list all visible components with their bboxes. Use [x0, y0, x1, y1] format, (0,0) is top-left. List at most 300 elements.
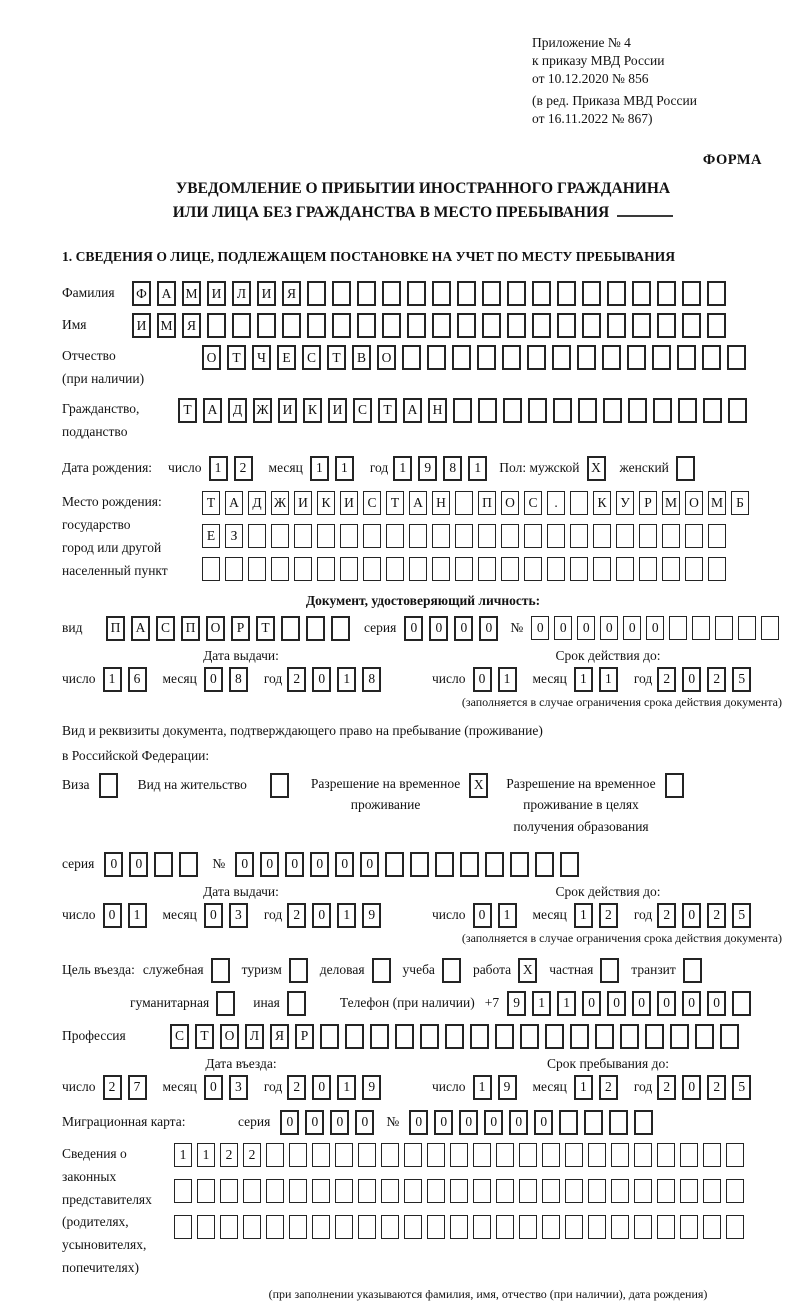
char-cell[interactable]	[243, 1215, 261, 1239]
char-cell[interactable]	[620, 1024, 639, 1049]
char-cell[interactable]	[482, 313, 501, 338]
char-cell[interactable]	[634, 1215, 652, 1239]
char-cell[interactable]: 1	[209, 456, 228, 481]
char-cell[interactable]	[435, 852, 454, 877]
char-cell[interactable]: С	[156, 616, 175, 641]
char-cell[interactable]	[726, 1215, 744, 1239]
char-cell[interactable]	[496, 1143, 514, 1167]
char-cell[interactable]	[639, 524, 657, 548]
char-cell[interactable]: 1	[468, 456, 487, 481]
char-cell[interactable]	[332, 281, 351, 306]
char-cell[interactable]: П	[106, 616, 125, 641]
char-cell[interactable]: 6	[128, 667, 147, 692]
char-cell[interactable]: 0	[104, 852, 123, 877]
char-cell[interactable]: А	[225, 491, 243, 515]
char-cell[interactable]: Л	[245, 1024, 264, 1049]
char-cell[interactable]: 2	[287, 1075, 306, 1100]
char-cell[interactable]: 1	[174, 1143, 192, 1167]
char-cell[interactable]	[634, 1179, 652, 1203]
char-cell[interactable]: 1	[310, 456, 329, 481]
char-cell[interactable]: 0	[129, 852, 148, 877]
char-cell[interactable]	[357, 281, 376, 306]
char-cell[interactable]	[519, 1215, 537, 1239]
char-cell[interactable]	[728, 398, 747, 423]
char-cell[interactable]: М	[662, 491, 680, 515]
char-cell[interactable]: И	[328, 398, 347, 423]
char-cell[interactable]: 1	[574, 667, 593, 692]
char-cell[interactable]	[432, 281, 451, 306]
char-cell[interactable]: 1	[335, 456, 354, 481]
char-cell[interactable]	[312, 1143, 330, 1167]
char-cell[interactable]	[402, 345, 421, 370]
char-cell[interactable]	[632, 281, 651, 306]
char-cell[interactable]	[450, 1179, 468, 1203]
char-cell[interactable]	[532, 281, 551, 306]
char-cell[interactable]: 0	[623, 616, 641, 640]
char-cell[interactable]	[720, 1024, 739, 1049]
char-cell[interactable]	[727, 345, 746, 370]
char-cell[interactable]: 8	[229, 667, 248, 692]
char-cell[interactable]	[708, 524, 726, 548]
char-cell[interactable]	[502, 345, 521, 370]
char-cell[interactable]	[243, 1179, 261, 1203]
char-cell[interactable]	[289, 1215, 307, 1239]
char-cell[interactable]	[662, 524, 680, 548]
char-cell[interactable]	[427, 1215, 445, 1239]
char-cell[interactable]	[593, 524, 611, 548]
char-cell[interactable]	[478, 398, 497, 423]
char-cell[interactable]	[404, 1143, 422, 1167]
char-cell[interactable]: П	[181, 616, 200, 641]
char-cell[interactable]	[682, 281, 701, 306]
char-cell[interactable]	[385, 852, 404, 877]
char-cell[interactable]	[703, 398, 722, 423]
char-cell[interactable]: 2	[243, 1143, 261, 1167]
char-cell[interactable]	[578, 398, 597, 423]
char-cell[interactable]: 1	[337, 667, 356, 692]
char-cell[interactable]	[542, 1179, 560, 1203]
char-cell[interactable]: X	[469, 773, 488, 798]
char-cell[interactable]	[595, 1024, 614, 1049]
char-cell[interactable]	[519, 1179, 537, 1203]
char-cell[interactable]	[382, 281, 401, 306]
char-cell[interactable]	[216, 991, 235, 1016]
char-cell[interactable]	[657, 1143, 675, 1167]
char-cell[interactable]	[662, 557, 680, 581]
char-cell[interactable]	[179, 852, 198, 877]
char-cell[interactable]	[726, 1143, 744, 1167]
char-cell[interactable]	[427, 1179, 445, 1203]
char-cell[interactable]	[197, 1179, 215, 1203]
char-cell[interactable]	[287, 991, 306, 1016]
char-cell[interactable]: 9	[362, 1075, 381, 1100]
char-cell[interactable]	[738, 616, 756, 640]
char-cell[interactable]	[702, 345, 721, 370]
char-cell[interactable]	[452, 345, 471, 370]
char-cell[interactable]	[588, 1179, 606, 1203]
char-cell[interactable]	[588, 1215, 606, 1239]
char-cell[interactable]	[560, 852, 579, 877]
char-cell[interactable]: Ж	[271, 491, 289, 515]
char-cell[interactable]: Я	[270, 1024, 289, 1049]
char-cell[interactable]: 0	[312, 1075, 331, 1100]
char-cell[interactable]: 2	[657, 1075, 676, 1100]
char-cell[interactable]: 5	[732, 1075, 751, 1100]
char-cell[interactable]	[519, 1143, 537, 1167]
char-cell[interactable]	[207, 313, 226, 338]
char-cell[interactable]: 5	[732, 903, 751, 928]
char-cell[interactable]	[535, 852, 554, 877]
char-cell[interactable]	[432, 524, 450, 548]
char-cell[interactable]	[645, 1024, 664, 1049]
char-cell[interactable]	[174, 1179, 192, 1203]
char-cell[interactable]	[703, 1215, 721, 1239]
char-cell[interactable]: 0	[682, 991, 701, 1016]
char-cell[interactable]: 0	[434, 1110, 453, 1135]
char-cell[interactable]	[708, 557, 726, 581]
char-cell[interactable]	[432, 557, 450, 581]
char-cell[interactable]: 2	[707, 903, 726, 928]
char-cell[interactable]	[382, 313, 401, 338]
char-cell[interactable]: В	[352, 345, 371, 370]
char-cell[interactable]	[607, 313, 626, 338]
char-cell[interactable]	[732, 991, 751, 1016]
char-cell[interactable]: 2	[599, 903, 618, 928]
char-cell[interactable]: 0	[310, 852, 329, 877]
char-cell[interactable]: 2	[287, 903, 306, 928]
char-cell[interactable]	[542, 1143, 560, 1167]
char-cell[interactable]	[154, 852, 173, 877]
char-cell[interactable]	[457, 313, 476, 338]
char-cell[interactable]	[680, 1179, 698, 1203]
char-cell[interactable]	[271, 524, 289, 548]
char-cell[interactable]: И	[294, 491, 312, 515]
char-cell[interactable]	[582, 313, 601, 338]
char-cell[interactable]	[682, 313, 701, 338]
char-cell[interactable]	[266, 1215, 284, 1239]
char-cell[interactable]	[570, 491, 588, 515]
char-cell[interactable]: Р	[639, 491, 657, 515]
char-cell[interactable]: 5	[732, 667, 751, 692]
char-cell[interactable]: 0	[330, 1110, 349, 1135]
char-cell[interactable]: 9	[498, 1075, 517, 1100]
char-cell[interactable]: 0	[409, 1110, 428, 1135]
char-cell[interactable]	[503, 398, 522, 423]
char-cell[interactable]	[307, 313, 326, 338]
char-cell[interactable]	[335, 1179, 353, 1203]
char-cell[interactable]	[565, 1179, 583, 1203]
char-cell[interactable]: 1	[557, 991, 576, 1016]
char-cell[interactable]: 0	[632, 991, 651, 1016]
char-cell[interactable]	[289, 1143, 307, 1167]
char-cell[interactable]: 0	[646, 616, 664, 640]
char-cell[interactable]: С	[170, 1024, 189, 1049]
char-cell[interactable]	[386, 524, 404, 548]
char-cell[interactable]	[331, 616, 350, 641]
char-cell[interactable]	[603, 398, 622, 423]
char-cell[interactable]: 1	[337, 903, 356, 928]
char-cell[interactable]	[501, 557, 519, 581]
char-cell[interactable]	[507, 281, 526, 306]
char-cell[interactable]	[588, 1143, 606, 1167]
char-cell[interactable]	[220, 1215, 238, 1239]
char-cell[interactable]: 0	[335, 852, 354, 877]
char-cell[interactable]	[473, 1143, 491, 1167]
char-cell[interactable]	[510, 852, 529, 877]
char-cell[interactable]: О	[685, 491, 703, 515]
char-cell[interactable]	[306, 616, 325, 641]
char-cell[interactable]	[715, 616, 733, 640]
char-cell[interactable]: С	[524, 491, 542, 515]
char-cell[interactable]	[455, 557, 473, 581]
char-cell[interactable]: 9	[418, 456, 437, 481]
char-cell[interactable]	[381, 1143, 399, 1167]
char-cell[interactable]	[547, 524, 565, 548]
char-cell[interactable]: 0	[235, 852, 254, 877]
char-cell[interactable]	[616, 524, 634, 548]
char-cell[interactable]	[677, 345, 696, 370]
char-cell[interactable]	[450, 1143, 468, 1167]
char-cell[interactable]: Т	[378, 398, 397, 423]
char-cell[interactable]: Н	[432, 491, 450, 515]
char-cell[interactable]: О	[220, 1024, 239, 1049]
char-cell[interactable]: 0	[473, 903, 492, 928]
char-cell[interactable]	[432, 313, 451, 338]
char-cell[interactable]	[453, 398, 472, 423]
char-cell[interactable]: А	[131, 616, 150, 641]
char-cell[interactable]	[363, 557, 381, 581]
char-cell[interactable]	[427, 1143, 445, 1167]
char-cell[interactable]: 0	[509, 1110, 528, 1135]
char-cell[interactable]	[450, 1215, 468, 1239]
char-cell[interactable]	[602, 345, 621, 370]
char-cell[interactable]	[669, 616, 687, 640]
char-cell[interactable]	[294, 557, 312, 581]
char-cell[interactable]	[266, 1179, 284, 1203]
char-cell[interactable]	[289, 958, 308, 983]
char-cell[interactable]	[703, 1143, 721, 1167]
char-cell[interactable]	[345, 1024, 364, 1049]
char-cell[interactable]	[557, 313, 576, 338]
char-cell[interactable]	[271, 557, 289, 581]
char-cell[interactable]	[381, 1179, 399, 1203]
char-cell[interactable]: З	[225, 524, 243, 548]
char-cell[interactable]	[473, 1215, 491, 1239]
char-cell[interactable]	[410, 852, 429, 877]
char-cell[interactable]: 7	[128, 1075, 147, 1100]
char-cell[interactable]: М	[182, 281, 201, 306]
char-cell[interactable]	[340, 524, 358, 548]
char-cell[interactable]: 0	[312, 903, 331, 928]
char-cell[interactable]: 0	[682, 667, 701, 692]
char-cell[interactable]	[445, 1024, 464, 1049]
char-cell[interactable]: О	[202, 345, 221, 370]
char-cell[interactable]: 0	[260, 852, 279, 877]
char-cell[interactable]	[527, 345, 546, 370]
char-cell[interactable]	[627, 345, 646, 370]
char-cell[interactable]: X	[587, 456, 606, 481]
char-cell[interactable]: 0	[707, 991, 726, 1016]
char-cell[interactable]	[358, 1179, 376, 1203]
char-cell[interactable]: Ж	[253, 398, 272, 423]
char-cell[interactable]	[266, 1143, 284, 1167]
char-cell[interactable]: Ч	[252, 345, 271, 370]
char-cell[interactable]: 2	[657, 903, 676, 928]
char-cell[interactable]: К	[593, 491, 611, 515]
char-cell[interactable]: 1	[599, 667, 618, 692]
char-cell[interactable]: 1	[532, 991, 551, 1016]
char-cell[interactable]: 0	[204, 903, 223, 928]
char-cell[interactable]	[678, 398, 697, 423]
char-cell[interactable]	[577, 345, 596, 370]
char-cell[interactable]	[507, 313, 526, 338]
char-cell[interactable]	[607, 281, 626, 306]
char-cell[interactable]: 0	[312, 667, 331, 692]
char-cell[interactable]: 2	[707, 1075, 726, 1100]
char-cell[interactable]	[528, 398, 547, 423]
char-cell[interactable]: 0	[657, 991, 676, 1016]
char-cell[interactable]	[680, 1215, 698, 1239]
char-cell[interactable]: И	[207, 281, 226, 306]
char-cell[interactable]	[457, 281, 476, 306]
char-cell[interactable]	[363, 524, 381, 548]
char-cell[interactable]	[570, 524, 588, 548]
char-cell[interactable]: 3	[229, 903, 248, 928]
char-cell[interactable]	[600, 958, 619, 983]
char-cell[interactable]: 3	[229, 1075, 248, 1100]
char-cell[interactable]	[611, 1215, 629, 1239]
char-cell[interactable]: 1	[498, 667, 517, 692]
char-cell[interactable]	[559, 1110, 578, 1135]
char-cell[interactable]	[294, 524, 312, 548]
char-cell[interactable]	[657, 281, 676, 306]
char-cell[interactable]: 2	[220, 1143, 238, 1167]
char-cell[interactable]	[455, 491, 473, 515]
char-cell[interactable]: И	[278, 398, 297, 423]
char-cell[interactable]	[553, 398, 572, 423]
char-cell[interactable]: Я	[182, 313, 201, 338]
char-cell[interactable]: 0	[459, 1110, 478, 1135]
char-cell[interactable]: Д	[228, 398, 247, 423]
char-cell[interactable]	[570, 1024, 589, 1049]
char-cell[interactable]: М	[708, 491, 726, 515]
char-cell[interactable]: 0	[473, 667, 492, 692]
char-cell[interactable]: Л	[232, 281, 251, 306]
char-cell[interactable]: А	[157, 281, 176, 306]
char-cell[interactable]: А	[409, 491, 427, 515]
char-cell[interactable]: Р	[295, 1024, 314, 1049]
char-cell[interactable]	[632, 313, 651, 338]
char-cell[interactable]	[420, 1024, 439, 1049]
char-cell[interactable]: 9	[362, 903, 381, 928]
char-cell[interactable]	[683, 958, 702, 983]
char-cell[interactable]	[202, 557, 220, 581]
char-cell[interactable]	[582, 281, 601, 306]
char-cell[interactable]: Р	[231, 616, 250, 641]
char-cell[interactable]	[584, 1110, 603, 1135]
char-cell[interactable]	[545, 1024, 564, 1049]
char-cell[interactable]	[307, 281, 326, 306]
char-cell[interactable]: 0	[577, 616, 595, 640]
char-cell[interactable]	[532, 313, 551, 338]
char-cell[interactable]: 0	[404, 616, 423, 641]
char-cell[interactable]	[565, 1215, 583, 1239]
char-cell[interactable]	[460, 852, 479, 877]
char-cell[interactable]	[442, 958, 461, 983]
char-cell[interactable]	[248, 557, 266, 581]
char-cell[interactable]	[395, 1024, 414, 1049]
char-cell[interactable]	[547, 557, 565, 581]
char-cell[interactable]: Т	[327, 345, 346, 370]
char-cell[interactable]: И	[340, 491, 358, 515]
char-cell[interactable]	[407, 281, 426, 306]
char-cell[interactable]	[312, 1215, 330, 1239]
char-cell[interactable]	[409, 524, 427, 548]
char-cell[interactable]	[657, 1179, 675, 1203]
char-cell[interactable]	[478, 557, 496, 581]
char-cell[interactable]: А	[403, 398, 422, 423]
char-cell[interactable]: 0	[600, 616, 618, 640]
char-cell[interactable]	[225, 557, 243, 581]
char-cell[interactable]	[370, 1024, 389, 1049]
char-cell[interactable]	[496, 1179, 514, 1203]
char-cell[interactable]: 1	[128, 903, 147, 928]
char-cell[interactable]	[557, 281, 576, 306]
char-cell[interactable]	[320, 1024, 339, 1049]
char-cell[interactable]	[427, 345, 446, 370]
char-cell[interactable]	[332, 313, 351, 338]
char-cell[interactable]	[357, 313, 376, 338]
char-cell[interactable]: Е	[202, 524, 220, 548]
char-cell[interactable]	[524, 524, 542, 548]
char-cell[interactable]	[407, 313, 426, 338]
char-cell[interactable]	[232, 313, 251, 338]
char-cell[interactable]	[335, 1143, 353, 1167]
char-cell[interactable]	[174, 1215, 192, 1239]
char-cell[interactable]	[570, 557, 588, 581]
char-cell[interactable]: О	[377, 345, 396, 370]
char-cell[interactable]: 0	[582, 991, 601, 1016]
char-cell[interactable]: 0	[285, 852, 304, 877]
char-cell[interactable]: С	[353, 398, 372, 423]
char-cell[interactable]	[248, 524, 266, 548]
char-cell[interactable]: 2	[707, 667, 726, 692]
char-cell[interactable]	[381, 1215, 399, 1239]
char-cell[interactable]	[726, 1179, 744, 1203]
char-cell[interactable]: 1	[337, 1075, 356, 1100]
char-cell[interactable]: Н	[428, 398, 447, 423]
char-cell[interactable]: 2	[599, 1075, 618, 1100]
char-cell[interactable]	[652, 345, 671, 370]
char-cell[interactable]	[707, 281, 726, 306]
char-cell[interactable]: 9	[507, 991, 526, 1016]
char-cell[interactable]	[482, 281, 501, 306]
char-cell[interactable]: Т	[386, 491, 404, 515]
char-cell[interactable]: .	[547, 491, 565, 515]
char-cell[interactable]	[386, 557, 404, 581]
char-cell[interactable]	[657, 1215, 675, 1239]
char-cell[interactable]	[197, 1215, 215, 1239]
char-cell[interactable]	[520, 1024, 539, 1049]
char-cell[interactable]: 0	[454, 616, 473, 641]
char-cell[interactable]	[312, 1179, 330, 1203]
char-cell[interactable]: И	[257, 281, 276, 306]
char-cell[interactable]	[358, 1143, 376, 1167]
char-cell[interactable]: 0	[355, 1110, 374, 1135]
char-cell[interactable]: 0	[531, 616, 549, 640]
char-cell[interactable]	[657, 313, 676, 338]
char-cell[interactable]	[611, 1143, 629, 1167]
